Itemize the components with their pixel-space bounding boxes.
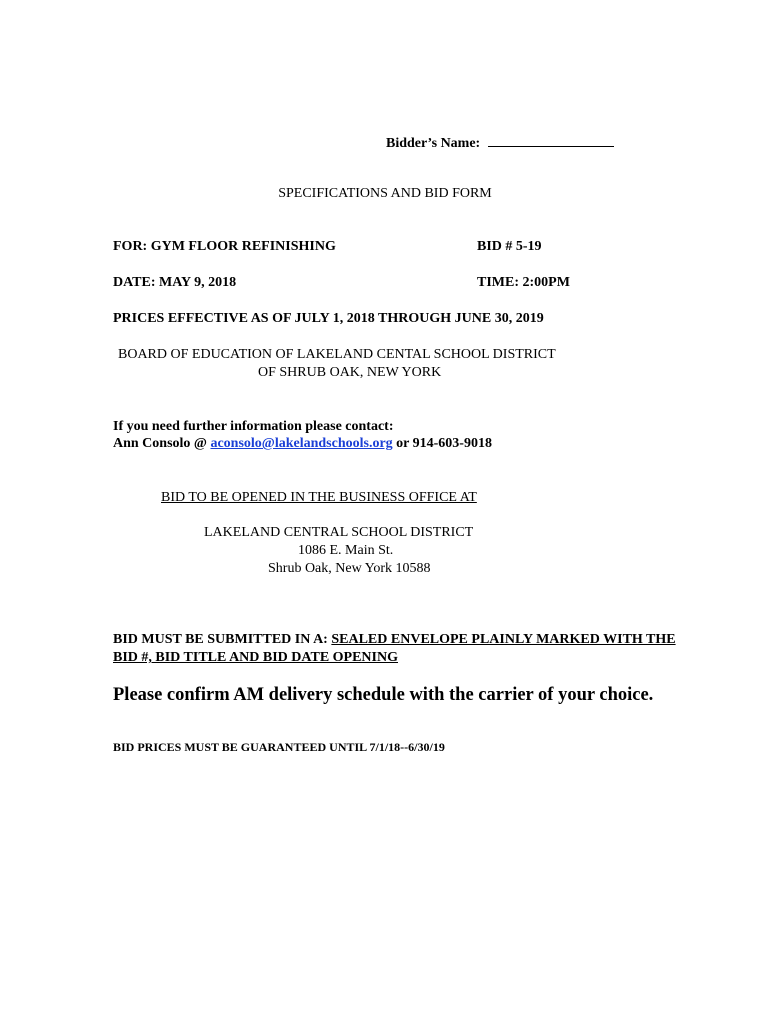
address-line-2: 1086 E. Main St. [298,543,394,558]
guarantee-note: BID PRICES MUST BE GUARANTEED UNTIL 7/1/18--6/30/19 [113,740,445,754]
board-line-2: OF SHRUB OAK, NEW YORK [258,365,442,380]
bidders-name-blank[interactable] [488,133,614,147]
bidders-name-line [386,133,614,152]
submission-underlined-1: SEALED ENVELOPE PLAINLY MARKED WITH THE [331,632,676,647]
opening-heading: BID TO BE OPENED IN THE BUSINESS OFFICE AT [161,490,477,505]
for-label: FOR: GYM FLOOR REFINISHING [113,239,336,254]
contact-heading: If you need further information please contact: [113,419,394,434]
date-label: DATE: MAY 9, 2018 [113,275,237,290]
bidders-name-label: Bidder’s Name: [386,136,481,151]
submission-line-1 [113,631,676,648]
submission-prefix: BID MUST BE SUBMITTED IN A: [113,632,332,647]
contact-line [113,435,492,452]
contact-name: Ann Consolo @ [113,436,211,451]
delivery-note: Please confirm AM delivery schedule with the carrier of your choice. [113,685,654,705]
bid-number: BID # 5-19 [477,239,542,254]
contact-email-link[interactable]: aconsolo@lakelandschools.org [210,436,393,451]
time-label: TIME: 2:00PM [477,275,570,290]
address-line-3: Shrub Oak, New York 10588 [268,561,431,576]
form-title: SPECIFICATIONS AND BID FORM [278,186,492,201]
contact-phone: or 914-603-9018 [392,436,492,451]
board-line-1: BOARD OF EDUCATION OF LAKELAND CENTAL SCHOOL DISTRICT [118,347,556,362]
submission-line-2: BID #, BID TITLE AND BID DATE OPENING [113,650,398,665]
address-line-1: LAKELAND CENTRAL SCHOOL DISTRICT [204,525,474,540]
prices-effective: PRICES EFFECTIVE AS OF JULY 1, 2018 THROUGH JUNE 30, 2019 [113,311,544,326]
